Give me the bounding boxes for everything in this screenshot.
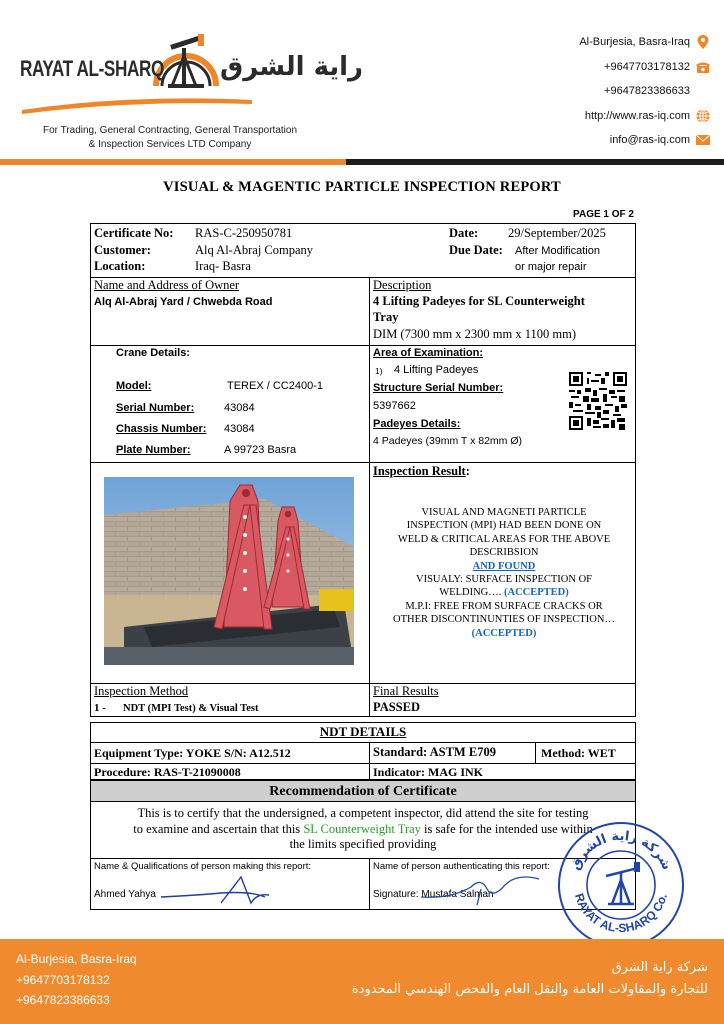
result-line: INSPECTION (MPI) HAD BEEN DONE ON [406, 520, 602, 532]
footer-contact [16, 949, 137, 1011]
serial-number-value: 43084 [224, 402, 255, 414]
authenticator-signature-icon [421, 869, 541, 907]
model-label: Model: [116, 380, 152, 392]
statement-line: This is to certify that the undersigned, a competent inspector, did attend the site for testing [137, 806, 589, 820]
due-date-label: Due Date: [449, 243, 503, 257]
owner-label: Name and Address of Owner [94, 278, 240, 292]
logo-english-text: RAYAT AL-SHARQ [20, 56, 164, 81]
standard: Standard: ASTM E709 [373, 745, 496, 759]
ndt-details-heading: NDT DETAILS [319, 724, 407, 739]
crane-details-heading: Crane Details: [116, 347, 190, 359]
contact-text[interactable]: +9647703178132 [604, 60, 690, 73]
logo-arabic-text: راية الشرق [220, 52, 364, 82]
customer-value: Alq Al-Abraj Company [195, 243, 314, 257]
accepted-badge: (ACCEPTED) [471, 627, 537, 639]
item-name-highlight: SL Counterweight Tray [303, 821, 421, 836]
date-label: Date: [449, 226, 479, 240]
contact-website[interactable] [579, 104, 710, 129]
structure-serial-value: 5397662 [373, 400, 416, 412]
structure-serial-label: Structure Serial Number: [373, 382, 504, 394]
padeyes-details-label: Padeyes Details: [373, 418, 461, 430]
footer-arabic-line: شركة راية الشرق [611, 960, 708, 975]
inspector-signature-icon [161, 873, 271, 907]
report-title: VISUAL & MAGENTIC PARTICLE INSPECTION REPORT [163, 179, 561, 195]
result-line: VISUAL AND MAGNETI PARTICLE [421, 507, 587, 518]
contact-text[interactable]: info@ras-iq.com [609, 134, 690, 147]
footer [0, 939, 724, 1024]
model-value: TEREX / CC2400-1 [227, 380, 323, 392]
recommendation-heading: Recommendation of Certificate [90, 780, 636, 802]
header-divider-dark [346, 159, 724, 165]
chassis-number-label: Chassis Number: [116, 423, 207, 435]
contact-phone-2[interactable] [579, 79, 710, 104]
final-results-value: PASSED [373, 700, 421, 714]
area-of-examination-value: 4 Lifting Padeyes [394, 364, 479, 376]
description-value: Tray [373, 310, 399, 324]
column-divider [369, 742, 370, 779]
certificate-value: RAS-C-250950781 [195, 226, 293, 240]
chassis-number-value: 43084 [224, 423, 255, 435]
signature-table [90, 858, 636, 910]
result-line: M.P.I: FREE FROM SURFACE CRACKS OR [405, 600, 603, 612]
description-dimensions: DIM (7300 mm x 2300 mm x 1100 mm) [373, 327, 577, 341]
inspector-name: Ahmed Yahya [94, 889, 156, 900]
mail-icon [696, 133, 710, 147]
tagline-line: & Inspection Services LTD Company [88, 139, 252, 150]
indicator: Indicator: MAG INK [373, 765, 483, 779]
inspection-result-text [377, 506, 631, 640]
result-line [377, 586, 631, 599]
date-value: 29/September/2025 [508, 226, 606, 240]
result-found-text: AND FOUND [472, 560, 536, 572]
authenticator-name: Signature: Mustafa Salman [373, 889, 494, 900]
contact-text[interactable]: +9647823386633 [604, 85, 690, 98]
location-value: Iraq- Basra [195, 259, 251, 273]
header-divider-orange [0, 159, 346, 165]
inspection-result-label [373, 464, 470, 479]
page-number: PAGE 1 OF 2 [573, 209, 634, 220]
footer-arabic-line: للتجارة والمقاولات العامة والنقل العام والفحص الهندسي المحدودة [351, 982, 708, 997]
inspection-table [90, 223, 636, 717]
footer-phone[interactable]: +9647703178132 [16, 972, 110, 987]
column-divider [369, 859, 370, 909]
spacer-icon [696, 84, 710, 98]
area-of-examination-label: Area of Examination: [373, 347, 484, 359]
plate-number-label: Plate Number: [116, 444, 191, 456]
footer-phone[interactable]: +9647823386633 [16, 993, 110, 1007]
contact-address [579, 30, 710, 55]
description-value: 4 Lifting Padeyes for SL Counterweight [373, 294, 585, 308]
result-line: OTHER DISCONTINUNTIES OF INSPECTION… [393, 614, 615, 626]
certificate-label: Certificate No: [94, 226, 174, 240]
statement-text: to examine and ascertain that this [133, 821, 304, 836]
globe-icon [696, 109, 710, 123]
result-line-text: WELDING…. [439, 587, 504, 599]
inspection-result-label-text: Inspection Result [373, 464, 466, 478]
procedure: Procedure: RAS-T-21090008 [94, 765, 241, 779]
area-item-number: 1) [375, 366, 383, 376]
contact-block [579, 30, 710, 153]
accepted-badge: (ACCEPTED) [503, 587, 569, 599]
owner-value: Alq Al-Abraj Yard / Chwebda Road [94, 296, 273, 308]
serial-number-label: Serial Number: [116, 402, 195, 414]
inspector-label: Name & Qualifications of person making this report: [94, 861, 312, 872]
location-pin-icon [696, 35, 710, 49]
method: Method: WET [541, 746, 616, 760]
inspection-method-number: 1 - [94, 702, 106, 714]
row-divider [91, 763, 635, 764]
plate-number-value: A 99723 Basra [224, 444, 297, 456]
location-label: Location: [94, 259, 146, 273]
authenticator-label: Name of person authenticating this report: [373, 861, 550, 872]
footer-address: Al-Burjesia, Basra-Iraq [16, 952, 137, 966]
stamp-english-text: RAYAT AL-SHARQ Co. [572, 891, 670, 936]
due-date-value: After Modification [515, 245, 600, 257]
due-date-value: or major repair [515, 261, 587, 273]
row-divider [91, 462, 635, 463]
padeye-inspection-photo [104, 477, 354, 665]
row-divider [91, 742, 635, 743]
inspection-method-value: NDT (MPI Test) & Visual Test [123, 703, 259, 714]
inspection-result-colon: : [465, 464, 470, 478]
statement-text: is safe for the intended use within [420, 821, 593, 836]
column-divider [369, 277, 370, 716]
letterhead [0, 0, 724, 160]
company-stamp-icon [556, 820, 686, 950]
contact-phone-1[interactable] [579, 55, 710, 80]
company-tagline [20, 124, 320, 152]
phone-icon [696, 60, 710, 74]
result-line: DESCRIBSION [469, 547, 539, 559]
ndt-details-table [90, 722, 636, 780]
stamp-arabic-text: شركة راية الشرق [568, 828, 675, 873]
contact-email[interactable] [579, 128, 710, 153]
result-line: VISUALY: SURFACE INSPECTION OF [415, 574, 593, 586]
column-divider [535, 742, 536, 763]
qr-code-icon [569, 372, 627, 430]
logo-swoosh-icon [22, 92, 252, 114]
inspection-method-label: Inspection Method [94, 684, 189, 698]
customer-label: Customer: [94, 243, 151, 257]
result-line: WELD & CRITICAL AREAS FOR THE ABOVE [397, 533, 611, 545]
statement-line: the limits specified providing [289, 837, 437, 851]
description-label: Description [373, 278, 432, 292]
final-results-label: Final Results [373, 684, 439, 698]
row-divider [91, 345, 635, 346]
footer-arabic-text [352, 957, 708, 1001]
contact-text: Al-Burjesia, Basra-Iraq [579, 36, 690, 49]
contact-text[interactable]: http://www.ras-iq.com [584, 109, 690, 122]
equipment-type: Equipment Type: YOKE S/N: A12.512 [94, 746, 291, 760]
statement-line [91, 822, 635, 838]
tagline-line: For Trading, General Contracting, General Transportation [42, 125, 298, 136]
padeyes-details-value: 4 Padeyes (39mm T x 82mm Ø) [373, 435, 522, 447]
certificate-statement [90, 802, 636, 858]
